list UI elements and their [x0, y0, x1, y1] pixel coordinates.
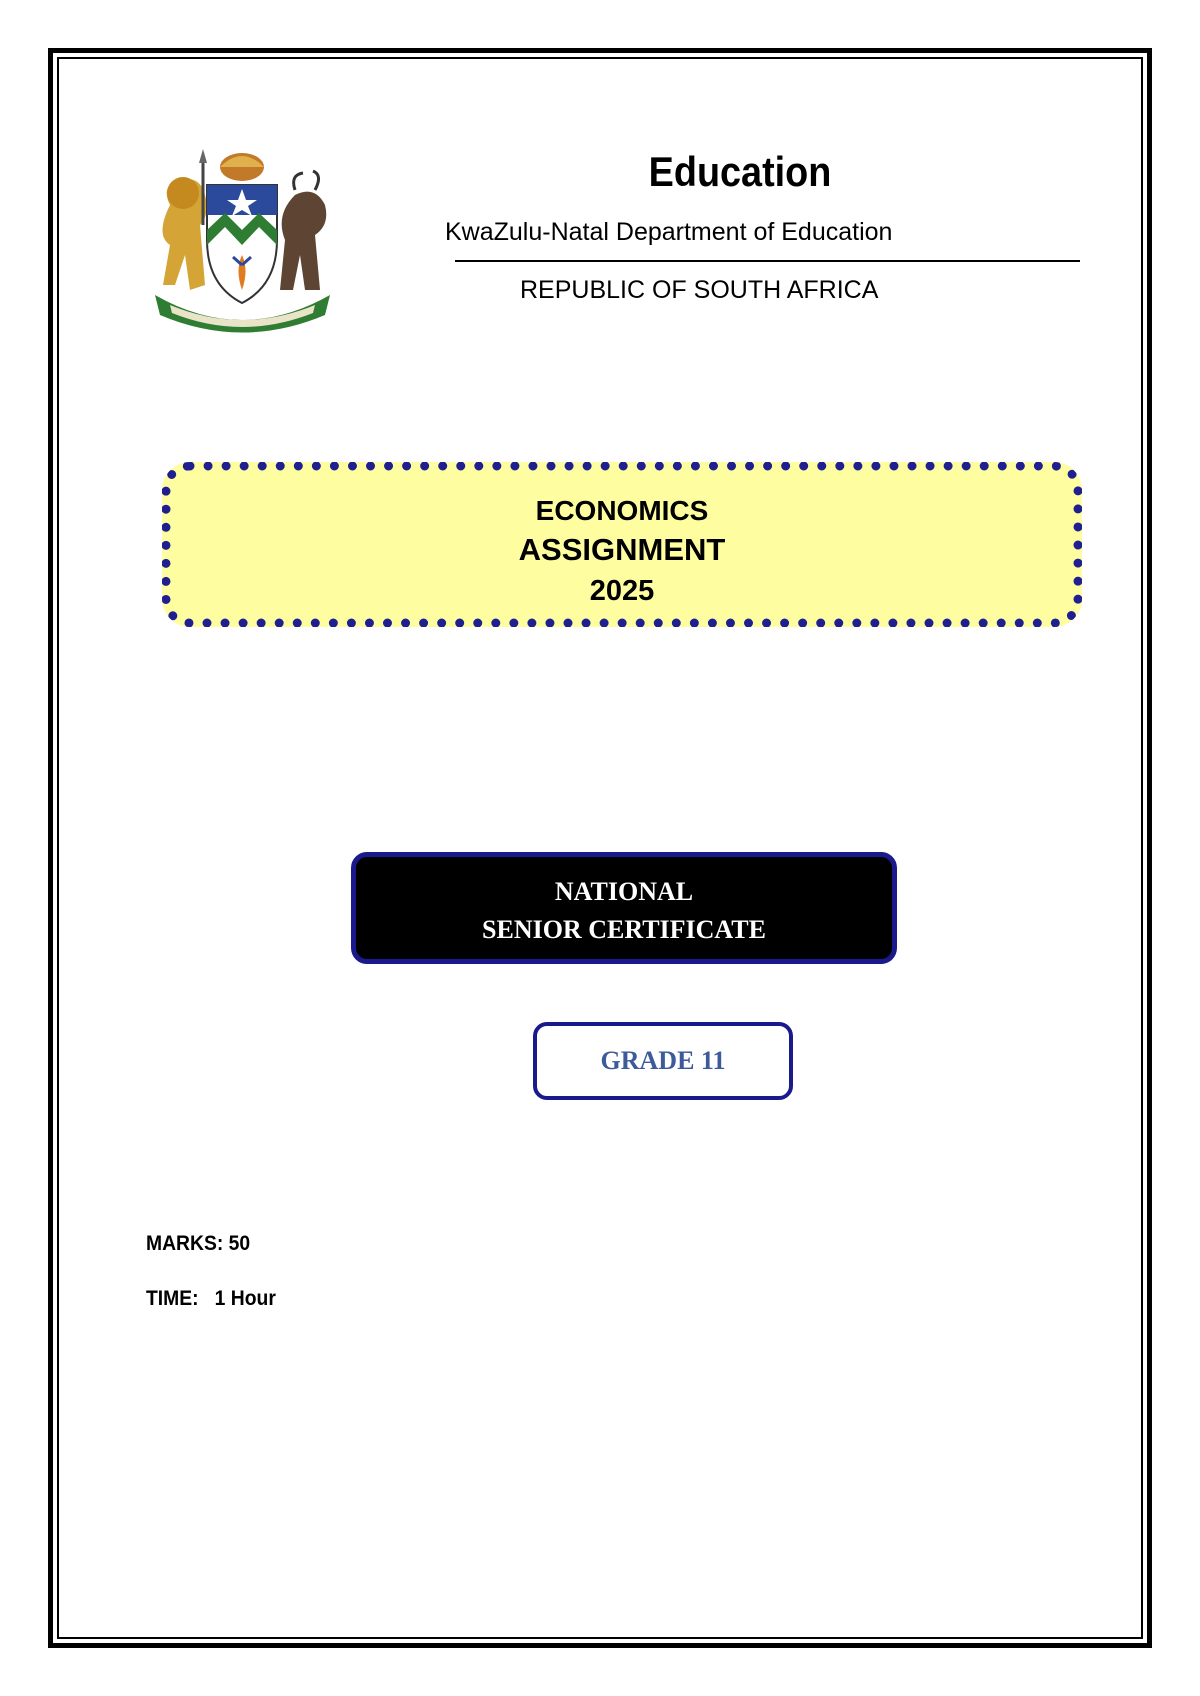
assessment-year: 2025	[589, 575, 655, 607]
kzn-coat-of-arms-icon	[145, 145, 340, 335]
time-label: TIME: 1 Hour	[146, 1287, 276, 1310]
country-name: REPUBLIC OF SOUTH AFRICA	[520, 276, 879, 304]
department-name: KwaZulu-Natal Department of Education	[445, 218, 893, 246]
grade-label: GRADE 11	[600, 1046, 726, 1075]
certificate-line-1: NATIONAL	[554, 877, 694, 906]
subject-name: ECONOMICS	[535, 495, 709, 526]
subject-box	[162, 462, 1082, 627]
certificate-line-2: SENIOR CERTIFICATE	[482, 915, 766, 944]
certificate-box	[351, 852, 897, 964]
assessment-type: ASSIGNMENT	[518, 532, 726, 567]
grade-box	[533, 1022, 793, 1100]
header-divider	[455, 260, 1080, 262]
marks-label: MARKS: 50	[146, 1232, 251, 1255]
header-title: Education	[648, 148, 832, 195]
